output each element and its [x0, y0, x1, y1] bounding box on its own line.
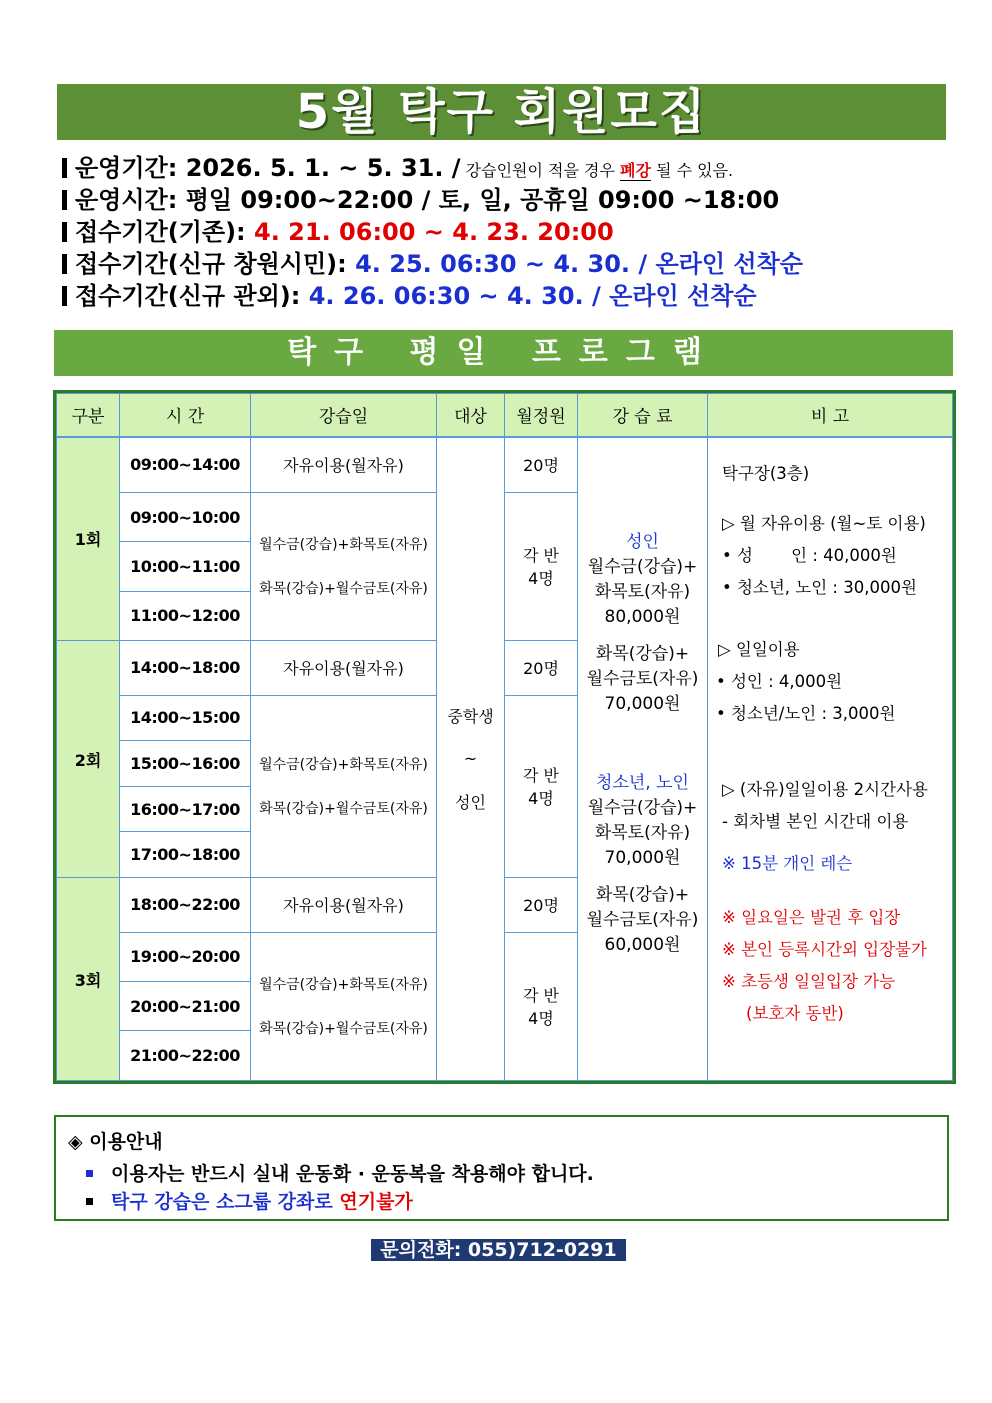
fee-adult-a: 월수금(강습)+	[587, 556, 698, 577]
program-title: 탁구 평일 프로그램	[54, 330, 953, 376]
fee-youth-a2: 화목토(자유)	[594, 822, 691, 843]
reg-existing-value: 4. 21. 06:00 ~ 4. 23. 20:00	[254, 218, 614, 246]
guide-item-postpone	[86, 1187, 413, 1214]
header-capacity: 월정원	[505, 394, 578, 437]
class-a: 월수금(강습)+화목토(자유)	[259, 537, 428, 554]
capacity-count: 4명	[528, 789, 554, 809]
note-monthly-adult: • 성 인 : 40,000원	[722, 545, 897, 565]
time-cell: 18:00~22:00	[120, 878, 251, 933]
target-to: 성인	[455, 793, 486, 813]
time-cell: 14:00~18:00	[120, 641, 251, 696]
fee-adult-a-price: 80,000원	[604, 606, 681, 627]
info-hours	[62, 184, 942, 216]
free-use-cell: 자유이용(월자유)	[251, 641, 437, 696]
note-guardian: (보호자 동반)	[746, 1003, 844, 1023]
fee-adult-a2: 화목토(자유)	[594, 581, 691, 602]
time-cell: 11:00~12:00	[120, 591, 251, 640]
time-cell: 15:00~16:00	[120, 741, 251, 787]
guide-item-text: 탁구 강습은 소그룹 강좌로	[111, 1191, 340, 1213]
class-days-cell	[251, 932, 437, 1080]
fee-youth-b: 화목(강습)+	[595, 884, 690, 905]
fee-youth-b2: 월수금토(자유)	[586, 909, 699, 930]
free-use-cell: 자유이용(월자유)	[251, 437, 437, 493]
hours-text: 운영시간: 평일 09:00~22:00 / 토, 일, 공휴일 09:00 ~18:00	[75, 186, 780, 214]
header-target: 대상	[437, 394, 505, 437]
header-note: 비 고	[708, 394, 953, 437]
capacity-each: 각 반	[523, 546, 559, 566]
target-cell	[437, 437, 505, 1081]
guide-item-shoes	[86, 1159, 594, 1186]
fee-cell	[578, 437, 708, 1081]
note-no-entry: ※ 본인 등록시간외 입장불가	[722, 939, 927, 959]
period-note-end: 될 수 있음.	[650, 161, 734, 180]
info-reg-new-outside	[62, 280, 942, 312]
capacity-count: 4명	[528, 569, 554, 589]
bullet-bar	[62, 158, 67, 178]
fee-adult-label: 성인	[626, 531, 659, 552]
square-bullet-icon	[86, 1198, 93, 1205]
note-monthly-youth: • 청소년, 노인 : 30,000원	[722, 577, 917, 597]
info-reg-existing	[62, 216, 942, 248]
time-cell: 20:00~21:00	[120, 982, 251, 1031]
cancel-note: 폐강	[620, 161, 651, 180]
period-label: 운영기간: 2026. 5. 1. ~ 5. 31. /	[75, 154, 461, 182]
guide-item-text: 이용자는 반드시 실내 운동화 · 운동복을 착용해야 합니다.	[111, 1163, 594, 1185]
note-daily-adult: • 성인 : 4,000원	[716, 671, 843, 691]
time-cell: 14:00~15:00	[120, 695, 251, 741]
info-section	[62, 152, 942, 312]
capacity-free: 20명	[505, 878, 578, 933]
fee-youth-a: 월수금(강습)+	[587, 797, 698, 818]
class-a: 월수금(강습)+화목토(자유)	[259, 977, 428, 994]
info-reg-new-city	[62, 248, 942, 280]
bullet-bar	[62, 286, 67, 306]
reg-new-city-value: 4. 25. 06:30 ~ 4. 30. / 온라인 선착순	[355, 250, 803, 278]
session-3: 3회	[57, 878, 120, 1081]
note-sunday: ※ 일요일은 발권 후 입장	[722, 907, 901, 927]
fee-adult-b2: 월수금토(자유)	[586, 668, 699, 689]
bullet-bar	[62, 254, 67, 274]
note-venue: 탁구장(3층)	[722, 463, 810, 483]
session-1: 1회	[57, 437, 120, 641]
time-cell: 10:00~11:00	[120, 542, 251, 591]
target-from: 중학생	[447, 707, 494, 727]
usage-guide	[54, 1115, 949, 1221]
capacity-free: 20명	[505, 437, 578, 493]
contact-phone: 문의전화: 055)712-0291	[371, 1239, 626, 1261]
time-cell: 21:00~22:00	[120, 1031, 251, 1081]
class-b: 화목(강습)+월수금토(자유)	[259, 801, 428, 818]
capacity-class	[505, 492, 578, 640]
target-tilde: ~	[463, 749, 478, 769]
note-free-daily: ▷ (자유)일일이용 2시간사용	[722, 779, 928, 799]
header-days: 강습일	[251, 394, 437, 437]
page-title: 5월 탁구 회원모집	[57, 84, 946, 140]
header-time: 시 간	[120, 394, 251, 437]
note-own-slot: - 회차별 본인 시간대 이용	[722, 811, 909, 831]
capacity-class	[505, 695, 578, 877]
note-daily: ▷ 일일이용	[718, 639, 800, 659]
header-gubun: 구분	[57, 394, 120, 437]
reg-new-outside-value: 4. 26. 06:30 ~ 4. 30. / 온라인 선착순	[308, 282, 757, 310]
class-days-cell	[251, 695, 437, 877]
class-b: 화목(강습)+월수금토(자유)	[259, 1021, 428, 1038]
class-a: 월수금(강습)+화목토(자유)	[259, 757, 428, 774]
note-cell	[708, 437, 953, 1081]
reg-existing-label: 접수기간(기존):	[75, 218, 254, 246]
reg-new-outside-label: 접수기간(신규 관외):	[75, 282, 309, 310]
capacity-class	[505, 932, 578, 1080]
fee-youth-a-price: 70,000원	[604, 847, 681, 868]
guide-heading: ◈ 이용안내	[68, 1131, 163, 1153]
time-cell: 09:00~14:00	[120, 437, 251, 493]
class-b: 화목(강습)+월수금토(자유)	[259, 581, 428, 598]
table-header-row	[57, 394, 953, 437]
free-use-cell: 자유이용(월자유)	[251, 878, 437, 933]
bullet-bar	[62, 222, 67, 242]
period-note: 강습인원이 적을 경우	[460, 161, 621, 180]
guide-item-red-text: 연기불가	[339, 1191, 413, 1213]
note-monthly: ▷ 월 자유이용 (월~토 이용)	[722, 513, 926, 533]
bullet-bar	[62, 190, 67, 210]
capacity-each: 각 반	[523, 986, 559, 1006]
note-daily-youth: • 청소년/노인 : 3,000원	[716, 703, 896, 723]
capacity-free: 20명	[505, 641, 578, 696]
fee-adult-b: 화목(강습)+	[595, 643, 690, 664]
fee-youth-label: 청소년, 노인	[596, 772, 689, 793]
square-bullet-icon	[86, 1170, 93, 1177]
time-cell: 09:00~10:00	[120, 492, 251, 541]
schedule-table	[53, 390, 956, 1084]
fee-adult-b-price: 70,000원	[604, 693, 681, 714]
note-elementary: ※ 초등생 일일입장 가능	[722, 971, 896, 991]
note-lesson: ※ 15분 개인 레슨	[722, 853, 853, 873]
info-period	[62, 152, 942, 184]
time-cell: 16:00~17:00	[120, 786, 251, 832]
table-row	[57, 437, 953, 493]
session-2: 2회	[57, 641, 120, 878]
capacity-count: 4명	[528, 1009, 554, 1029]
time-cell: 19:00~20:00	[120, 932, 251, 981]
reg-new-city-label: 접수기간(신규 창원시민):	[75, 250, 356, 278]
capacity-each: 각 반	[523, 766, 559, 786]
class-days-cell	[251, 492, 437, 640]
time-cell: 17:00~18:00	[120, 832, 251, 878]
header-fee: 강 습 료	[578, 394, 708, 437]
fee-youth-b-price: 60,000원	[604, 934, 681, 955]
